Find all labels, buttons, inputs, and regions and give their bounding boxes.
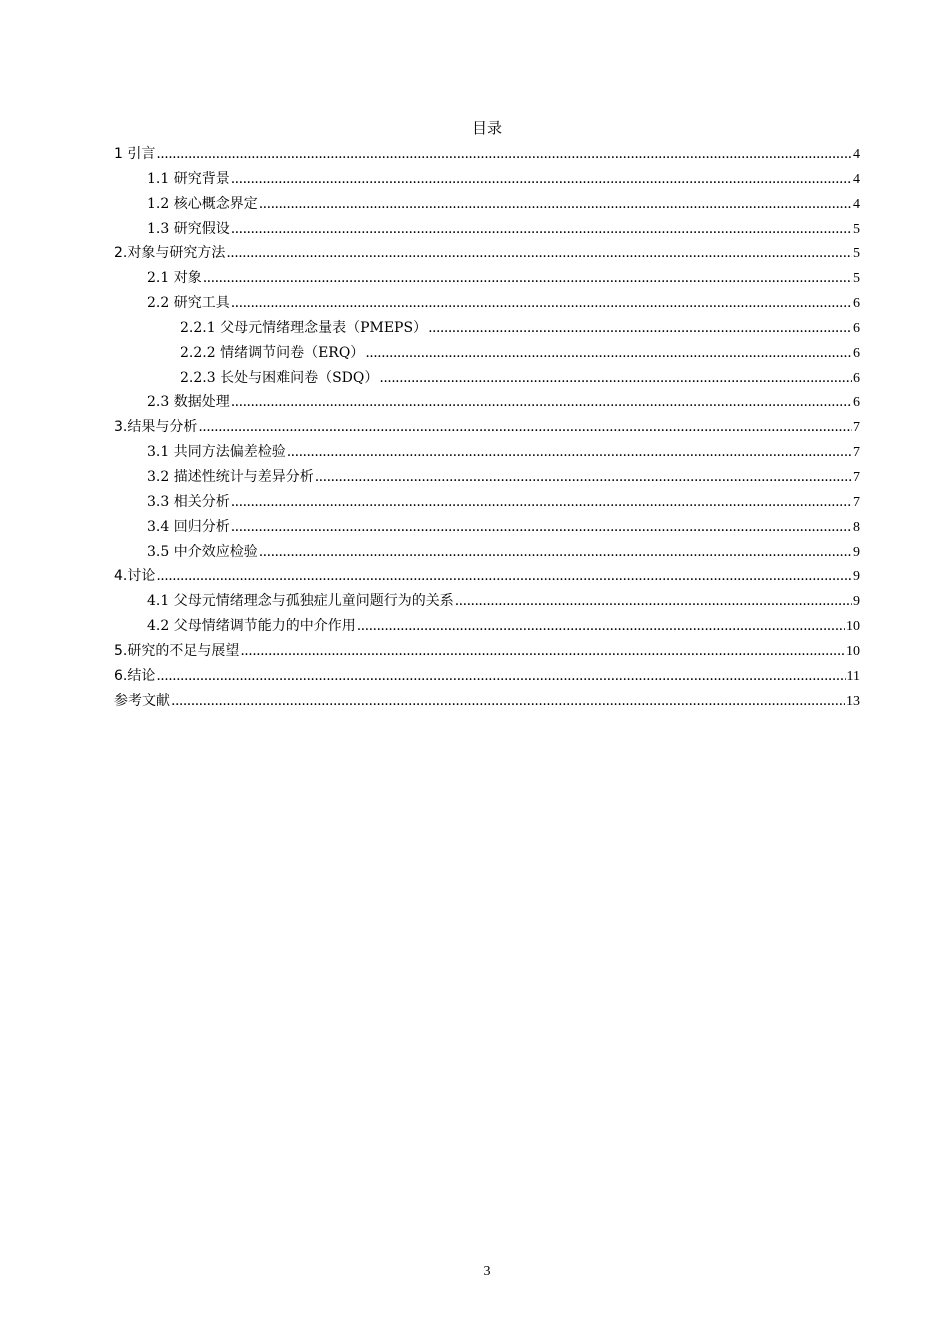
dot-leader — [156, 664, 845, 689]
toc-entry-page: 4 — [853, 171, 860, 187]
dot-leader — [379, 366, 852, 391]
dot-leader — [240, 639, 845, 664]
dot-leader — [455, 589, 852, 614]
toc-entry[interactable] — [114, 341, 860, 366]
dot-leader — [198, 415, 852, 440]
toc-entry-label: 4.2 父母情绪调节能力的中介作用 — [147, 618, 356, 635]
page-number: 3 — [483, 1264, 491, 1279]
toc-entry-page: 10 — [846, 619, 860, 635]
toc-entry-label: 1.2 核心概念界定 — [147, 195, 258, 212]
toc-entry[interactable] — [114, 515, 860, 540]
toc-entry-page: 7 — [853, 445, 860, 461]
toc-entry-page: 4 — [853, 196, 860, 212]
toc-entry[interactable] — [114, 241, 860, 266]
toc-entry-label: 1 引言 — [114, 146, 156, 162]
dot-leader — [156, 142, 852, 167]
toc-entry[interactable] — [114, 664, 860, 689]
toc-entry-label: 2.2.1 父母元情绪理念量表（PMEPS） — [180, 319, 428, 336]
dot-leader — [259, 192, 852, 217]
toc-entry[interactable] — [114, 639, 860, 664]
toc-entry-label: 2.2 研究工具 — [147, 295, 230, 312]
toc-entry[interactable] — [114, 390, 860, 415]
toc-entry-label: 2.对象与研究方法 — [114, 245, 226, 262]
toc-entry[interactable] — [114, 614, 860, 639]
toc-entry[interactable] — [114, 366, 860, 391]
toc-entry-page: 7 — [853, 469, 860, 485]
toc-entry-page: 6 — [853, 296, 860, 312]
toc-entry-label: 3.1 共同方法偏差检验 — [147, 444, 286, 461]
toc-entry-label: 4.讨论 — [114, 568, 156, 585]
dot-leader — [365, 341, 852, 366]
dot-leader — [231, 291, 852, 316]
toc-entry-page: 9 — [853, 544, 860, 560]
toc-entry-page: 5 — [853, 221, 860, 237]
toc-entry[interactable] — [114, 540, 860, 565]
toc-entry[interactable] — [114, 291, 860, 316]
dot-leader — [357, 614, 845, 639]
toc-entry-page: 10 — [846, 643, 860, 659]
dot-leader — [259, 540, 852, 565]
toc-entry[interactable] — [114, 589, 860, 614]
toc-entry-page: 8 — [853, 519, 860, 535]
dot-leader — [428, 316, 852, 341]
toc-entry-label: 3.4 回归分析 — [147, 518, 230, 535]
toc-entry-page: 4 — [853, 147, 860, 162]
dot-leader — [231, 515, 852, 540]
toc-entry-page: 7 — [853, 420, 860, 436]
toc-entry[interactable] — [114, 142, 860, 167]
toc-entry-page: 5 — [853, 246, 860, 262]
toc-entry-label: 3.2 描述性统计与差异分析 — [147, 468, 314, 485]
dot-leader — [203, 266, 852, 291]
dot-leader — [171, 689, 845, 714]
toc-entry-label: 1.3 研究假设 — [147, 220, 230, 237]
toc-entry-label: 2.3 数据处理 — [147, 394, 230, 411]
toc-entry-page: 13 — [846, 693, 860, 709]
toc-entry-label: 3.5 中介效应检验 — [147, 543, 258, 560]
toc-entry-label: 6.结论 — [114, 667, 156, 684]
toc-entry[interactable] — [114, 192, 860, 217]
toc-entry-label: 3.结果与分析 — [114, 419, 198, 436]
toc-entry-page: 11 — [846, 668, 860, 684]
table-of-contents — [114, 142, 860, 713]
toc-entry-label: 2.1 对象 — [147, 270, 202, 287]
toc-entry-page: 6 — [853, 320, 860, 336]
toc-entry[interactable] — [114, 465, 860, 490]
toc-entry-page: 9 — [853, 594, 860, 610]
dot-leader — [156, 564, 852, 589]
toc-entry-label: 参考文献 — [114, 692, 170, 709]
toc-entry[interactable] — [114, 490, 860, 515]
toc-entry-page: 6 — [853, 395, 860, 411]
toc-entry-label: 4.1 父母元情绪理念与孤独症儿童问题行为的关系 — [147, 593, 454, 610]
toc-entry[interactable] — [114, 415, 860, 440]
toc-entry[interactable] — [114, 689, 860, 714]
dot-leader — [231, 167, 852, 192]
toc-entry-page: 7 — [853, 494, 860, 510]
toc-entry[interactable] — [114, 167, 860, 192]
toc-entry-label: 1.1 研究背景 — [147, 170, 230, 187]
toc-entry-page: 5 — [853, 271, 860, 287]
dot-leader — [231, 217, 852, 242]
toc-entry-page: 6 — [853, 370, 860, 386]
dot-leader — [231, 390, 852, 415]
toc-entry[interactable] — [114, 316, 860, 341]
toc-entry[interactable] — [114, 217, 860, 242]
toc-entry[interactable] — [114, 440, 860, 465]
toc-entry-label: 2.2.2 情绪调节问卷（ERQ） — [180, 344, 365, 361]
toc-title: 目录 — [471, 119, 502, 137]
toc-entry[interactable] — [114, 564, 860, 589]
toc-entry-label: 2.2.3 长处与困难问卷（SDQ） — [180, 369, 379, 386]
dot-leader — [231, 490, 852, 515]
dot-leader — [287, 440, 852, 465]
toc-entry-page: 9 — [853, 569, 860, 585]
toc-entry-page: 6 — [853, 345, 860, 361]
toc-entry-label: 5.研究的不足与展望 — [114, 642, 240, 659]
toc-entry-label: 3.3 相关分析 — [147, 493, 230, 510]
dot-leader — [226, 241, 852, 266]
dot-leader — [315, 465, 852, 490]
toc-entry[interactable] — [114, 266, 860, 291]
